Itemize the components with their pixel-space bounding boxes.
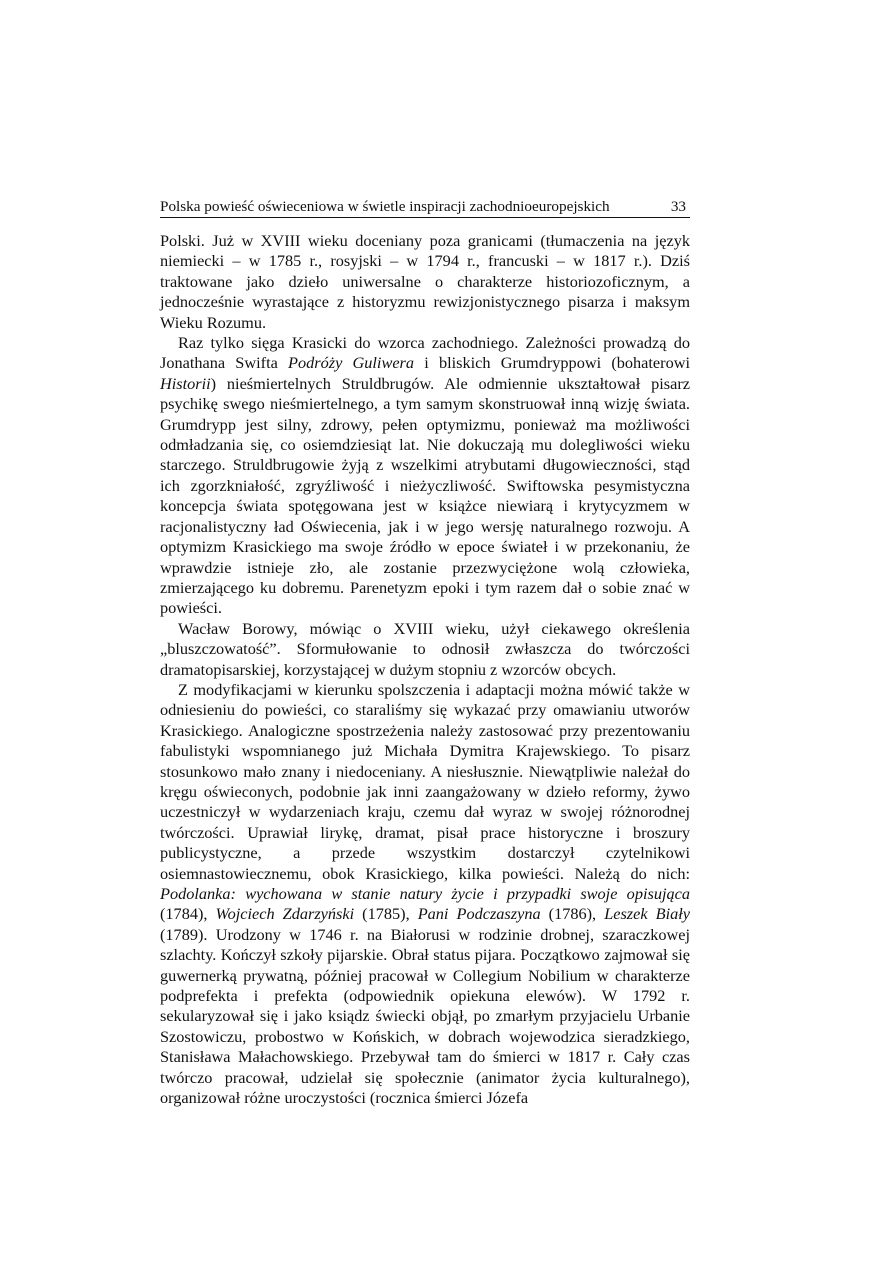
italic-title: Pani Podczaszyna — [417, 904, 541, 924]
text-run: ) nieśmiertelnych Struldbrugów. Ale odmiennie ukształtował pisarz psychikę swego nieśmiertelnego, a tym samym skonstruował inną wizję świata. Grumdrypp jest silny, zdrowy, pełen optymizmu, ponieważ ma możliwości odmładzania się, co osiemdziesiąt lat. Nie dokuczają mu dolegliwości wieku starczego. Struldbrugowie żyją z wszelkimi atrybutami długowieczności, stąd ich zgorzkniałość, zgryźliwość i nieżyczliwość. Swiftowska pesymistyczna koncepcja świata spotęgowana jest w książce niewiarą i krytycyzmem w racjonalistyczny ład Oświecenia, jak i w jego wersję naturalnego rozwoju. A optymizm Krasickiego ma swoje źródło w epoce świateł i w przekonaniu, że wprawdzie istnieje zło, ale zostanie przezwyciężone wolą człowieka, zmierzającego ku dobremu. Parenetyzm epoki i tym razem dał o sobie znać w powieści. — [160, 373, 690, 618]
text-run: Polski. Już w XVIII wieku doceniany poza granicami (tłumaczenia na język niemiecki – w 1785 r., rosyjski – w 1794 r., francuski – w 1817 r.). Dziś traktowane jako dzieło uniwersalne o charakterze historiozoficznym, a jednocześnie wyrastające z historyzmu rewizjonistycznego pisarza i maksym Wieku Rozumu. — [160, 231, 690, 332]
paragraph — [160, 680, 690, 1109]
text-run: (1786), — [540, 904, 605, 924]
running-title: Polska powieść oświeceniowa w świetle inspiracji zachodnioeuropejskich — [160, 198, 610, 215]
text-run: i bliskich Grumdryppowi (bohaterowi — [414, 353, 690, 373]
text-run: (1785), — [354, 904, 418, 924]
italic-title: Historii — [160, 373, 211, 393]
italic-title: Wojciech Zdarzyński — [215, 904, 355, 924]
italic-title: Podróży Guliwera — [288, 353, 415, 373]
text-run: Raz tylko sięga Krasicki do wzorca zachodniego. Zależności prowadzą do Jonathana Swifta — [160, 333, 690, 373]
running-head — [160, 197, 690, 218]
italic-title: Leszek Biały — [604, 904, 690, 924]
text-run: Wacław Borowy, mówiąc o XVIII wieku, użył ciekawego określenia „bluszczowatość”. Sformułowanie to odnosił zwłaszcza do twórczości dramatopisarskiej, korzystającej w dużym stopniu z wzorców obcych. — [160, 618, 690, 679]
paragraph — [160, 231, 690, 333]
body-text — [160, 231, 690, 1108]
italic-title: Podolanka: wychowana w stanie natury życie i przypadki swoje opisująca — [160, 884, 690, 903]
page-number: 33 — [670, 198, 686, 215]
text-run: Z modyfikacjami w kierunku spolszczenia i adaptacji można mówić także w odniesieniu do powieści, co staraliśmy się wykazać przy omawianiu utworów Krasickiego. Analogiczne spostrzeżenia należy zastosować przy prezentowaniu fabulistyki wspomnianego już Michała Dymitra Krajewskiego. To pisarz stosunkowo mało znany i niedoceniany. A niesłusznie. Niewątpliwie należał do kręgu oświeconych, podobnie jak inni zaangażowany w dzieło reformy, żywo uczestniczył w wydarzeniach kraju, czemu dał wyraz w swojej różnorodnej twórczości. Uprawiał lirykę, dramat, pisał prace historyczne i broszury publicystyczne, a przede wszystkim dostarczył czytelnikowi osiemnastowiecznemu, obok Krasickiego, kilka powieści. Należą do nich: — [160, 679, 690, 883]
text-run: (1784), — [160, 904, 216, 924]
text-run: (1789). Urodzony w 1746 r. na Białorusi w rodzinie drobnej, szaraczkowej szlachty. Kończył szkoły pijarskie. Obrał status pijara. Początkowo zajmował się guwernerką prywatną, później pracował w Collegium Nobilium w charakterze podprefekta i prefekta (odpowiednik opiekuna elewów). W 1792 r. sekularyzował się i jako ksiądz świecki objął, po zmarłym przyjacielu Urbanie Szostowiczu, probostwo w Końskich, w dobrach wojewodzica sieradzkiego, Stanisława Małachowskiego. Przebywał tam do śmierci w 1817 r. Cały czas twórczo pracował, udzielał się społecznie (animator życia kulturalnego), organizował różne uroczystości (rocznica śmierci Józefa — [160, 924, 690, 1108]
paragraph — [160, 333, 690, 619]
paragraph — [160, 619, 690, 680]
